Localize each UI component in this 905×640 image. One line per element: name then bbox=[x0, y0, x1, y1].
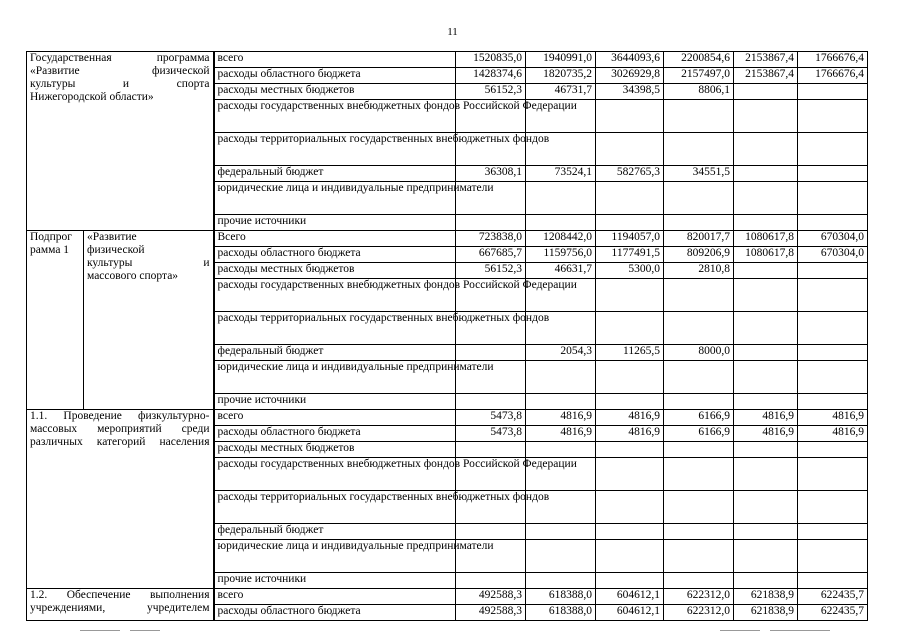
amount-cell: 2153867,4 bbox=[734, 52, 798, 68]
funding-source-label: прочие источники bbox=[217, 394, 307, 406]
subprogram-number-cell bbox=[27, 231, 84, 410]
amount-cell bbox=[734, 361, 798, 394]
funding-source-cell bbox=[214, 133, 550, 166]
funding-source-label: федеральный бюджет bbox=[217, 345, 324, 357]
amount-cell bbox=[734, 458, 798, 491]
amount-cell: 73524,1 bbox=[526, 166, 596, 182]
amount-cell: 492588,3 bbox=[456, 605, 526, 621]
funding-source-cell bbox=[214, 458, 577, 491]
amount-cell: 4816,9 bbox=[596, 426, 664, 442]
amount-cell bbox=[798, 312, 868, 345]
amount-cell bbox=[456, 442, 526, 458]
amount-cell: 1208442,0 bbox=[526, 231, 596, 247]
amount-cell: 1520835,0 bbox=[456, 52, 526, 68]
amount-cell bbox=[456, 524, 526, 540]
funding-source-cell bbox=[214, 279, 577, 312]
amount-cell: 618388,0 bbox=[526, 605, 596, 621]
amount-cell: 4816,9 bbox=[526, 426, 596, 442]
funding-source-label: расходы территориальных государственных внебюджетных фондов bbox=[217, 133, 550, 145]
amount-cell: 4816,9 bbox=[734, 410, 798, 426]
funding-source-label: расходы государственных внебюджетных фондов Российской Федерации bbox=[217, 458, 577, 470]
amount-cell bbox=[734, 263, 798, 279]
amount-cell: 11265,5 bbox=[596, 345, 664, 361]
funding-source-cell bbox=[214, 442, 456, 458]
amount-cell bbox=[798, 540, 868, 573]
amount-cell bbox=[456, 345, 526, 361]
program-title-line: «Развитие физической bbox=[30, 65, 210, 77]
amount-cell bbox=[596, 540, 664, 573]
amount-cell bbox=[596, 491, 664, 524]
amount-cell bbox=[798, 133, 868, 166]
amount-cell: 4816,9 bbox=[798, 410, 868, 426]
funding-source-cell bbox=[214, 312, 550, 345]
amount-cell bbox=[664, 458, 734, 491]
amount-cell bbox=[596, 312, 664, 345]
funding-source-cell bbox=[214, 605, 456, 621]
amount-cell bbox=[526, 215, 596, 231]
amount-cell bbox=[734, 491, 798, 524]
amount-cell bbox=[596, 279, 664, 312]
amount-cell bbox=[526, 524, 596, 540]
amount-cell bbox=[734, 84, 798, 100]
amount-cell bbox=[798, 491, 868, 524]
amount-cell bbox=[664, 573, 734, 589]
amount-cell bbox=[596, 394, 664, 410]
funding-source-cell bbox=[214, 100, 577, 133]
amount-cell bbox=[734, 215, 798, 231]
amount-cell bbox=[734, 279, 798, 312]
program-title-cell bbox=[27, 410, 214, 589]
amount-cell: 1194057,0 bbox=[596, 231, 664, 247]
amount-cell bbox=[798, 573, 868, 589]
amount-cell bbox=[526, 540, 596, 573]
amount-cell: 4816,9 bbox=[798, 426, 868, 442]
footer-scan-marks bbox=[80, 630, 830, 632]
amount-cell: 1766676,4 bbox=[798, 52, 868, 68]
amount-cell bbox=[664, 540, 734, 573]
amount-cell: 618388,0 bbox=[526, 589, 596, 605]
funding-source-cell bbox=[214, 361, 494, 394]
program-title-line: массовых мероприятий среди bbox=[30, 423, 210, 435]
amount-cell: 809206,9 bbox=[664, 247, 734, 263]
amount-cell: 2153867,4 bbox=[734, 68, 798, 84]
funding-source-cell bbox=[214, 524, 456, 540]
amount-cell bbox=[734, 166, 798, 182]
funding-source-label: расходы областного бюджета bbox=[217, 426, 361, 438]
funding-source-cell bbox=[214, 68, 456, 84]
amount-cell bbox=[596, 442, 664, 458]
amount-cell: 2810,8 bbox=[664, 263, 734, 279]
amount-cell: 34398,5 bbox=[596, 84, 664, 100]
table-row bbox=[27, 589, 868, 605]
amount-cell bbox=[664, 100, 734, 133]
amount-cell bbox=[798, 524, 868, 540]
amount-cell bbox=[734, 524, 798, 540]
amount-cell bbox=[526, 182, 596, 215]
amount-cell bbox=[526, 442, 596, 458]
amount-cell: 3026929,8 bbox=[596, 68, 664, 84]
amount-cell: 8806,1 bbox=[664, 84, 734, 100]
page-number: 11 bbox=[447, 26, 458, 38]
amount-cell: 1080617,8 bbox=[734, 247, 798, 263]
amount-cell: 8000,0 bbox=[664, 345, 734, 361]
program-title-line: 1.1. Проведение физкультурно- bbox=[30, 410, 210, 422]
amount-cell bbox=[596, 133, 664, 166]
table-row bbox=[27, 231, 868, 247]
funding-source-cell bbox=[214, 247, 456, 263]
funding-source-label: расходы государственных внебюджетных фондов Российской Федерации bbox=[217, 100, 577, 112]
amount-cell: 604612,1 bbox=[596, 589, 664, 605]
program-title-line: Государственная программа bbox=[30, 52, 210, 64]
amount-cell bbox=[456, 215, 526, 231]
funding-source-label: расходы областного бюджета bbox=[217, 247, 361, 259]
amount-cell: 604612,1 bbox=[596, 605, 664, 621]
amount-cell bbox=[596, 458, 664, 491]
amount-cell bbox=[456, 573, 526, 589]
amount-cell: 2054,3 bbox=[526, 345, 596, 361]
funding-source-label: юридические лица и индивидуальные предприниматели bbox=[217, 182, 494, 194]
amount-cell: 1820735,2 bbox=[526, 68, 596, 84]
amount-cell: 2200854,6 bbox=[664, 52, 734, 68]
funding-source-cell bbox=[214, 426, 456, 442]
funding-source-label: всего bbox=[217, 52, 244, 64]
amount-cell: 2157497,0 bbox=[664, 68, 734, 84]
funding-source-label: расходы местных бюджетов bbox=[217, 84, 355, 96]
amount-cell bbox=[734, 540, 798, 573]
amount-cell: 670304,0 bbox=[798, 247, 868, 263]
funding-source-cell bbox=[214, 345, 456, 361]
funding-source-label: юридические лица и индивидуальные предприниматели bbox=[217, 361, 494, 373]
amount-cell: 5300,0 bbox=[596, 263, 664, 279]
funding-source-label: расходы государственных внебюджетных фондов Российской Федерации bbox=[217, 279, 577, 291]
amount-cell bbox=[664, 312, 734, 345]
amount-cell: 4816,9 bbox=[734, 426, 798, 442]
amount-cell bbox=[798, 215, 868, 231]
amount-cell: 1159756,0 bbox=[526, 247, 596, 263]
funding-source-label: прочие источники bbox=[217, 215, 307, 227]
funding-source-cell bbox=[214, 573, 456, 589]
budget-table-body bbox=[27, 52, 868, 621]
funding-source-label: расходы местных бюджетов bbox=[217, 263, 355, 275]
amount-cell bbox=[734, 573, 798, 589]
program-title-line: Нижегородской области» bbox=[30, 91, 154, 103]
amount-cell: 723838,0 bbox=[456, 231, 526, 247]
amount-cell: 34551,5 bbox=[664, 166, 734, 182]
amount-cell: 4816,9 bbox=[526, 410, 596, 426]
amount-cell bbox=[596, 100, 664, 133]
amount-cell bbox=[596, 182, 664, 215]
amount-cell bbox=[526, 361, 596, 394]
amount-cell: 36308,1 bbox=[456, 166, 526, 182]
amount-cell: 622312,0 bbox=[664, 589, 734, 605]
amount-cell: 667685,7 bbox=[456, 247, 526, 263]
funding-source-cell bbox=[214, 394, 456, 410]
funding-source-label: расходы областного бюджета bbox=[217, 605, 361, 617]
program-title-cell bbox=[27, 52, 214, 231]
funding-source-label: Всего bbox=[217, 231, 246, 243]
amount-cell bbox=[734, 345, 798, 361]
funding-source-cell bbox=[214, 589, 456, 605]
amount-cell: 582765,3 bbox=[596, 166, 664, 182]
subprogram-title-line: «Развитие bbox=[87, 231, 137, 243]
amount-cell: 5473,8 bbox=[456, 410, 526, 426]
amount-cell bbox=[798, 458, 868, 491]
amount-cell bbox=[798, 279, 868, 312]
amount-cell bbox=[798, 84, 868, 100]
amount-cell bbox=[526, 394, 596, 410]
amount-cell bbox=[526, 573, 596, 589]
funding-source-label: расходы местных бюджетов bbox=[217, 442, 355, 454]
program-title-line: различных категорий населения bbox=[30, 436, 210, 448]
amount-cell: 6166,9 bbox=[664, 410, 734, 426]
amount-cell bbox=[798, 263, 868, 279]
amount-cell: 492588,3 bbox=[456, 589, 526, 605]
program-title-line: учреждениями, учредителем bbox=[30, 602, 210, 614]
amount-cell: 670304,0 bbox=[798, 231, 868, 247]
amount-cell bbox=[734, 133, 798, 166]
amount-cell bbox=[664, 279, 734, 312]
funding-source-label: юридические лица и индивидуальные предприниматели bbox=[217, 540, 494, 552]
amount-cell bbox=[596, 215, 664, 231]
amount-cell bbox=[734, 312, 798, 345]
amount-cell: 622435,7 bbox=[798, 589, 868, 605]
table-row bbox=[27, 410, 868, 426]
subprogram-title-line: культуры и bbox=[87, 257, 210, 269]
amount-cell bbox=[798, 394, 868, 410]
funding-source-label: расходы территориальных государственных внебюджетных фондов bbox=[217, 491, 550, 503]
funding-source-cell bbox=[214, 52, 456, 68]
amount-cell: 621838,9 bbox=[734, 605, 798, 621]
amount-cell bbox=[798, 100, 868, 133]
amount-cell bbox=[798, 442, 868, 458]
subprogram-title-cell bbox=[84, 231, 214, 410]
amount-cell bbox=[596, 573, 664, 589]
subprogram-title-line: массового спорта» bbox=[87, 270, 179, 282]
budget-table bbox=[26, 51, 868, 621]
funding-source-cell bbox=[214, 410, 456, 426]
funding-source-label: федеральный бюджет bbox=[217, 524, 324, 536]
amount-cell bbox=[664, 182, 734, 215]
amount-cell: 1940991,0 bbox=[526, 52, 596, 68]
amount-cell: 621838,9 bbox=[734, 589, 798, 605]
program-title-cell bbox=[27, 589, 214, 621]
amount-cell bbox=[664, 133, 734, 166]
subprogram-title-line: физической bbox=[87, 244, 145, 256]
amount-cell bbox=[456, 394, 526, 410]
amount-cell: 5473,8 bbox=[456, 426, 526, 442]
amount-cell: 46631,7 bbox=[526, 263, 596, 279]
funding-source-cell bbox=[214, 263, 456, 279]
amount-cell bbox=[664, 524, 734, 540]
amount-cell bbox=[798, 361, 868, 394]
amount-cell bbox=[734, 442, 798, 458]
amount-cell bbox=[734, 394, 798, 410]
amount-cell bbox=[596, 524, 664, 540]
funding-source-cell bbox=[214, 491, 550, 524]
funding-source-cell bbox=[214, 84, 456, 100]
funding-source-cell bbox=[214, 540, 494, 573]
amount-cell bbox=[664, 491, 734, 524]
amount-cell: 6166,9 bbox=[664, 426, 734, 442]
amount-cell bbox=[664, 215, 734, 231]
amount-cell: 4816,9 bbox=[596, 410, 664, 426]
amount-cell bbox=[798, 166, 868, 182]
funding-source-cell bbox=[214, 215, 456, 231]
subprogram-number-line: Подпрог bbox=[30, 231, 72, 243]
funding-source-label: всего bbox=[217, 410, 244, 422]
amount-cell: 622312,0 bbox=[664, 605, 734, 621]
amount-cell: 1177491,5 bbox=[596, 247, 664, 263]
funding-source-label: расходы территориальных государственных внебюджетных фондов bbox=[217, 312, 550, 324]
amount-cell: 46731,7 bbox=[526, 84, 596, 100]
funding-source-label: федеральный бюджет bbox=[217, 166, 324, 178]
amount-cell: 3644093,6 bbox=[596, 52, 664, 68]
funding-source-cell bbox=[214, 231, 456, 247]
program-title-line: 1.2. Обеспечение выполнения bbox=[30, 589, 210, 601]
amount-cell: 1428374,6 bbox=[456, 68, 526, 84]
table-row bbox=[27, 52, 868, 68]
amount-cell: 1766676,4 bbox=[798, 68, 868, 84]
amount-cell: 56152,3 bbox=[456, 84, 526, 100]
funding-source-label: прочие источники bbox=[217, 573, 307, 585]
amount-cell bbox=[664, 394, 734, 410]
funding-source-cell bbox=[214, 166, 456, 182]
amount-cell bbox=[798, 345, 868, 361]
amount-cell: 56152,3 bbox=[456, 263, 526, 279]
amount-cell bbox=[734, 100, 798, 133]
amount-cell bbox=[734, 182, 798, 215]
funding-source-cell bbox=[214, 182, 494, 215]
amount-cell: 820017,7 bbox=[664, 231, 734, 247]
subprogram-number-line: рамма 1 bbox=[30, 244, 70, 256]
amount-cell bbox=[596, 361, 664, 394]
amount-cell bbox=[664, 442, 734, 458]
amount-cell: 622435,7 bbox=[798, 605, 868, 621]
funding-source-label: всего bbox=[217, 589, 244, 601]
program-title-line: культуры и спорта bbox=[30, 78, 210, 90]
funding-source-label: расходы областного бюджета bbox=[217, 68, 361, 80]
amount-cell bbox=[798, 182, 868, 215]
amount-cell bbox=[664, 361, 734, 394]
amount-cell: 1080617,8 bbox=[734, 231, 798, 247]
